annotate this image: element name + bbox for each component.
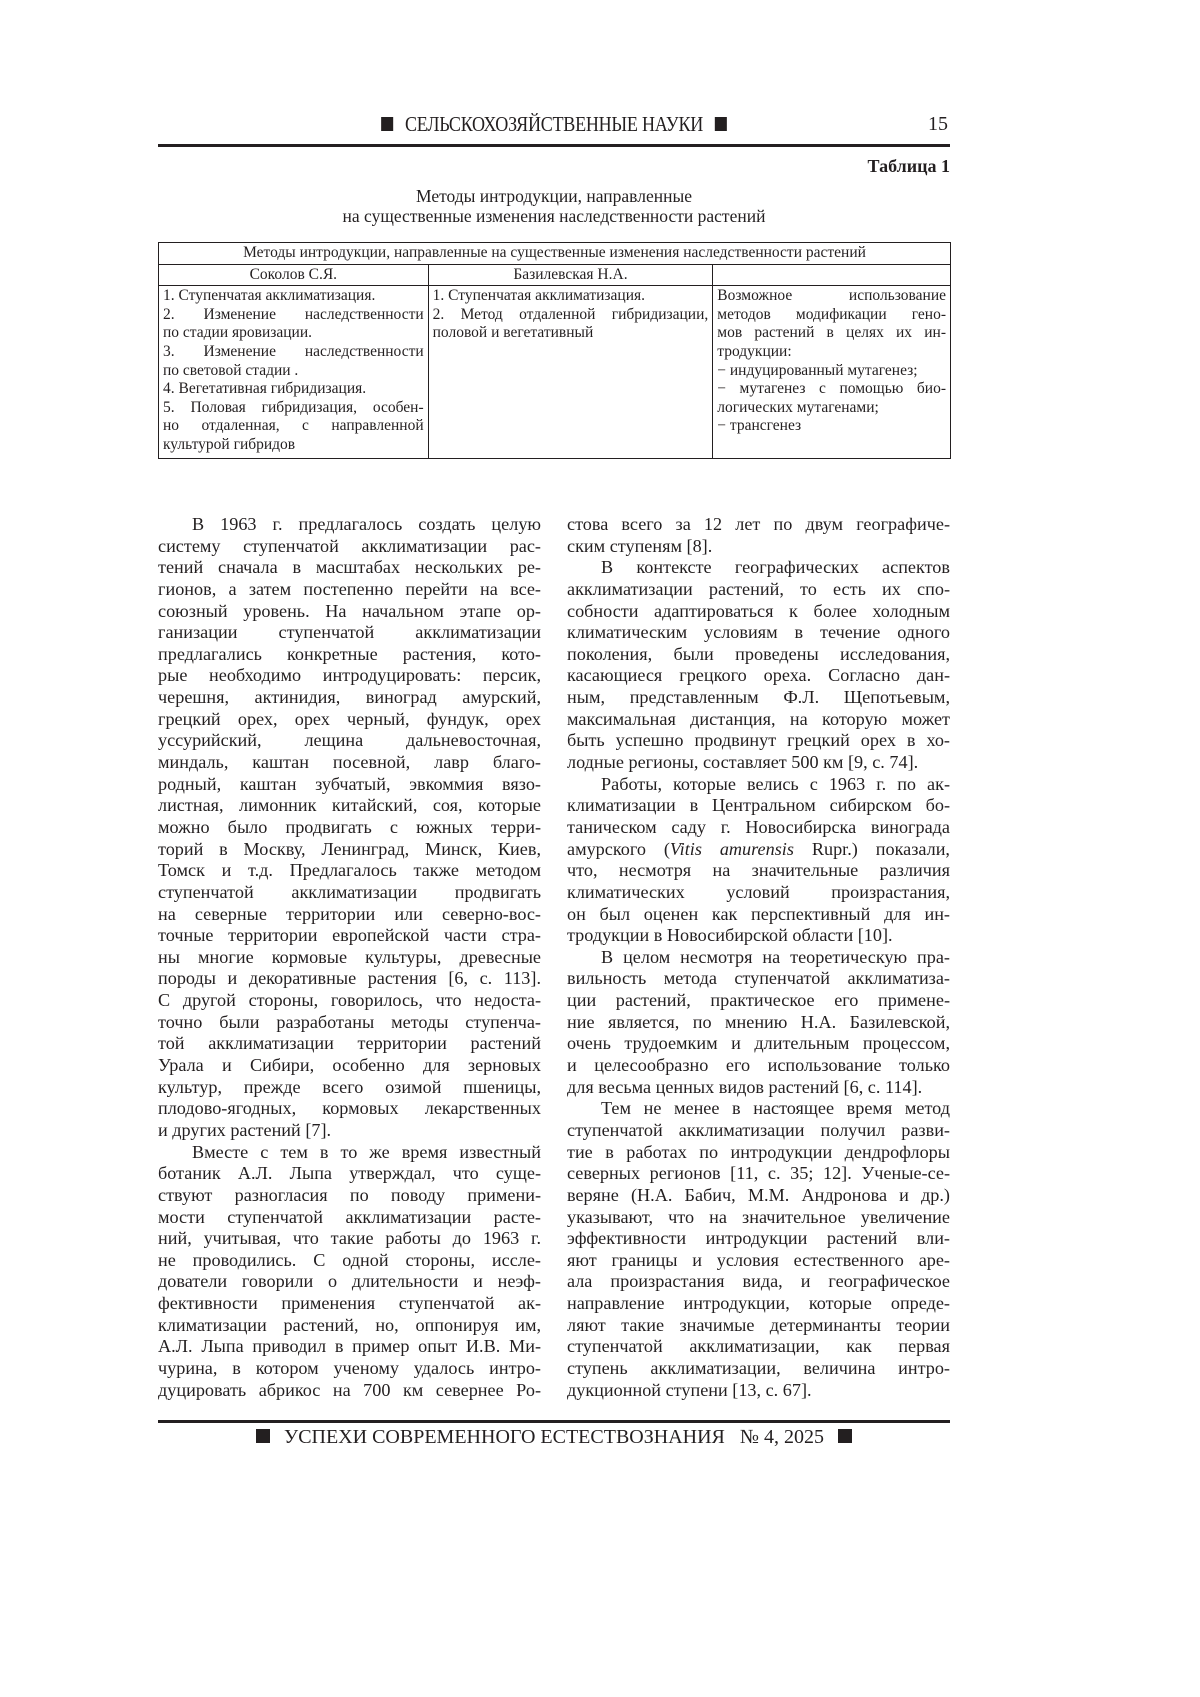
square-bullet-icon bbox=[838, 1429, 852, 1443]
text-line: ний, учитывая, что такие работы до 1963 г. bbox=[158, 1228, 541, 1250]
text-line: ала произрастания вида, и географическое bbox=[567, 1271, 950, 1293]
cell-line: 1. Ступенчатая акклиматизация. bbox=[163, 287, 424, 306]
text-line: климатизации в Центральном сибирском бо- bbox=[567, 795, 950, 817]
text-line: указывают, что на значительное увеличение bbox=[567, 1207, 950, 1229]
square-bullet-icon bbox=[256, 1429, 270, 1443]
cell-line: − трансгенез bbox=[717, 417, 946, 436]
text-line: ции растений, практическое его примене- bbox=[567, 990, 950, 1012]
cell-line: 1. Ступенчатая акклиматизация. bbox=[433, 287, 709, 306]
cell-line: Возможное использование bbox=[717, 287, 946, 306]
body-column-left bbox=[158, 514, 541, 1401]
table-cell bbox=[428, 286, 713, 459]
text-line: стова всего за 12 лет по двум географиче- bbox=[567, 514, 950, 536]
cell-line: логических мутагенами; bbox=[717, 399, 946, 418]
journal-page bbox=[0, 0, 1200, 1697]
square-bullet-icon bbox=[715, 117, 727, 131]
text-line: ступенчатой акклиматизации, как первая bbox=[567, 1336, 950, 1358]
text-line: очень трудоемким и длительным процессом, bbox=[567, 1033, 950, 1055]
cell-line: − мутагенез с помощью био- bbox=[717, 380, 946, 399]
text-line: листная, лимонник китайский, соя, которые bbox=[158, 795, 541, 817]
table-cell bbox=[159, 286, 429, 459]
text-line: плодово-ягодных, кормовых лекарственных bbox=[158, 1098, 541, 1120]
header-rule bbox=[158, 144, 950, 147]
text-line: на северные территории или северно-вос- bbox=[158, 904, 541, 926]
text-line: дукционной ступени [13, с. 67]. bbox=[567, 1380, 950, 1402]
table-header-row bbox=[159, 264, 951, 286]
text-line: климатизации растений, но, оппонируя им, bbox=[158, 1315, 541, 1337]
text-line: эффективности интродукции растений вли- bbox=[567, 1228, 950, 1250]
text-line: грецкий орех, орех черный, фундук, орех bbox=[158, 709, 541, 731]
text-line: он был оценен как перспективный для ин- bbox=[567, 904, 950, 926]
col-header-sokolov: Соколов С.Я. bbox=[159, 264, 429, 286]
table-cell bbox=[713, 286, 951, 459]
text-line: Работы, которые велись с 1963 г. по ак- bbox=[567, 774, 950, 796]
text-line: ние является, по мнению Н.А. Базилевской, bbox=[567, 1012, 950, 1034]
text-line: чурина, в котором ученому удалось интро- bbox=[158, 1358, 541, 1380]
table-label: Таблица 1 bbox=[868, 156, 950, 177]
text-line: ным, представленным Ф.Л. Щепотьевым, bbox=[567, 687, 950, 709]
text-line: точно были разработаны методы ступенча- bbox=[158, 1012, 541, 1034]
cell-line: культурой гибридов bbox=[163, 436, 424, 455]
text-line: рые необходимо интродуцировать: персик, bbox=[158, 665, 541, 687]
text-line: ским ступеням [8]. bbox=[567, 536, 950, 558]
text-line: вильность метода ступенчатой акклиматиза- bbox=[567, 968, 950, 990]
text-line: породы и декоративные растения [6, с. 113]. bbox=[158, 968, 541, 990]
table-title-cell: Методы интродукции, направленные на существенные изменения наследственности растений bbox=[159, 243, 951, 265]
page-number: 15 bbox=[928, 113, 948, 136]
text-line: яют границы и условия естественного аре- bbox=[567, 1250, 950, 1272]
text-line: можно было продвигать с южных терри- bbox=[158, 817, 541, 839]
text-line: веряне (Н.А. Бабич, М.М. Андронова и др.) bbox=[567, 1185, 950, 1207]
text-line: ботаник А.Л. Лыпа утверждал, что суще- bbox=[158, 1163, 541, 1185]
caption-line: на существенные изменения наследственности растений bbox=[158, 206, 950, 226]
journal-name: УСПЕХИ СОВРЕМЕННОГО ЕСТЕСТВОЗНАНИЯ bbox=[284, 1426, 725, 1448]
cell-line: но отдаленная, с направленной bbox=[163, 417, 424, 436]
cell-line: методов модификации гено- bbox=[717, 306, 946, 325]
text-line: ступень акклиматизации, величина интро- bbox=[567, 1358, 950, 1380]
text-line: точные территории европейской части стра- bbox=[158, 925, 541, 947]
text-line: и целесообразно его использование только bbox=[567, 1055, 950, 1077]
running-title-wrap bbox=[213, 112, 894, 137]
text-line: не проводились. С одной стороны, иссле- bbox=[158, 1250, 541, 1272]
cell-line: тродукции: bbox=[717, 343, 946, 362]
text-line: гионов, а затем постепенно перейти на все- bbox=[158, 579, 541, 601]
text-line: В контексте географических аспектов bbox=[567, 557, 950, 579]
cell-line: 2. Изменение наследственности bbox=[163, 306, 424, 325]
body-column-right bbox=[567, 514, 950, 1401]
text-line: климатическим условиям в течение одного bbox=[567, 622, 950, 644]
col-header-empty bbox=[713, 264, 951, 286]
text-line: ствуют разногласия по поводу примени- bbox=[158, 1185, 541, 1207]
text-line: таническом саду г. Новосибирска винограда bbox=[567, 817, 950, 839]
text-line: что, несмотря на значительные различия bbox=[567, 860, 950, 882]
text-line: Урала и Сибири, особенно для зерновых bbox=[158, 1055, 541, 1077]
cell-line: 3. Изменение наследственности bbox=[163, 343, 424, 362]
caption-line: Методы интродукции, направленные bbox=[158, 186, 950, 206]
text-line: культур, прежде всего озимой пшеницы, bbox=[158, 1077, 541, 1099]
text-line: лодные регионы, составляет 500 км [9, с. 74]. bbox=[567, 752, 950, 774]
text-line: предлагались конкретные растения, кото- bbox=[158, 644, 541, 666]
text-line: систему ступенчатой акклиматизации рас- bbox=[158, 536, 541, 558]
text-line: поколения, были проведены исследования, bbox=[567, 644, 950, 666]
text-line: Вместе с тем в то же время известный bbox=[158, 1142, 541, 1164]
text-line: той акклиматизации территории растений bbox=[158, 1033, 541, 1055]
cell-line: мов растений в целях их ин- bbox=[717, 324, 946, 343]
text-line: Томск и т.д. Предлагалось также методом bbox=[158, 860, 541, 882]
section-title: СЕЛЬСКОХОЗЯЙСТВЕННЫЕ НАУКИ bbox=[405, 112, 703, 136]
cell-line: 4. Вегетативная гибридизация. bbox=[163, 380, 424, 399]
text-line: мости ступенчатой акклиматизации расте- bbox=[158, 1207, 541, 1229]
text-line: ганизации ступенчатой акклиматизации bbox=[158, 622, 541, 644]
text-line: дователи говорили о длительности и неэф- bbox=[158, 1271, 541, 1293]
text-line: союзный уровень. На начальном этапе ор- bbox=[158, 601, 541, 623]
text-line: собности адаптироваться к более холодным bbox=[567, 601, 950, 623]
table-caption bbox=[158, 186, 950, 226]
text-line: ны многие кормовые культуры, древесные bbox=[158, 947, 541, 969]
cell-line: по стадии яровизации. bbox=[163, 324, 424, 343]
text-line: и других растений [7]. bbox=[158, 1120, 541, 1142]
text-line: амурского (Vitis amurensis Rupr.) показали, bbox=[567, 839, 950, 861]
cell-line: 2. Метод отдаленной гибридизации, bbox=[433, 306, 709, 325]
text-line: миндаль, каштан посевной, лавр благо- bbox=[158, 752, 541, 774]
text-line: В целом несмотря на теоретическую пра- bbox=[567, 947, 950, 969]
text-line: тродукции в Новосибирской области [10]. bbox=[567, 925, 950, 947]
text-line: тений сначала в масштабах нескольких ре- bbox=[158, 557, 541, 579]
text-line: ляют такие значимые детерминанты теории bbox=[567, 1315, 950, 1337]
running-footer bbox=[158, 1426, 950, 1449]
text-line: тие в работах по интродукции дендрофлоры bbox=[567, 1142, 950, 1164]
issue-number: № 4, 2025 bbox=[740, 1426, 824, 1448]
table-row bbox=[159, 286, 951, 459]
text-line: северных регионов [11, с. 35; 12]. Ученые-се- bbox=[567, 1163, 950, 1185]
text-line: торий в Москву, Ленинград, Минск, Киев, bbox=[158, 839, 541, 861]
text-line: акклиматизации растений, то есть их спо- bbox=[567, 579, 950, 601]
table-title-row bbox=[159, 243, 951, 265]
text-line: родный, каштан зубчатый, эвкоммия вязо- bbox=[158, 774, 541, 796]
footer-rule bbox=[158, 1420, 950, 1423]
text-line: уссурийский, лещина дальневосточная, bbox=[158, 730, 541, 752]
text-line: быть успешно продвинут грецкий орех в хо- bbox=[567, 730, 950, 752]
text-line: Тем не менее в настоящее время метод bbox=[567, 1098, 950, 1120]
cell-line: по световой стадии . bbox=[163, 362, 424, 381]
text-line: А.Л. Лыпа приводил в пример опыт И.В. Ми- bbox=[158, 1336, 541, 1358]
running-header bbox=[158, 112, 950, 142]
text-line: черешня, актинидия, виноград амурский, bbox=[158, 687, 541, 709]
text-line: максимальная дистанция, на которую может bbox=[567, 709, 950, 731]
methods-table bbox=[158, 242, 951, 459]
text-line: ступенчатой акклиматизации получил разви- bbox=[567, 1120, 950, 1142]
cell-line: половой и вегетативный bbox=[433, 324, 709, 343]
text-line: ступенчатой акклиматизации продвигать bbox=[158, 882, 541, 904]
text-line: направление интродукции, которые опреде- bbox=[567, 1293, 950, 1315]
text-line: В 1963 г. предлагалось создать целую bbox=[158, 514, 541, 536]
text-line: касающиеся грецкого ореха. Согласно дан- bbox=[567, 665, 950, 687]
text-line: дуцировать абрикос на 700 км севернее Ро- bbox=[158, 1380, 541, 1402]
text-line: климатических условий произрастания, bbox=[567, 882, 950, 904]
col-header-bazilevskaya: Базилевская Н.А. bbox=[428, 264, 713, 286]
text-line: фективности применения ступенчатой ак- bbox=[158, 1293, 541, 1315]
cell-line: 5. Половая гибридизация, особен- bbox=[163, 399, 424, 418]
text-line: для весьма ценных видов растений [6, с. 114]. bbox=[567, 1077, 950, 1099]
cell-line: − индуцированный мутагенез; bbox=[717, 362, 946, 381]
square-bullet-icon bbox=[381, 117, 393, 131]
text-line: С другой стороны, говорилось, что недоста- bbox=[158, 990, 541, 1012]
